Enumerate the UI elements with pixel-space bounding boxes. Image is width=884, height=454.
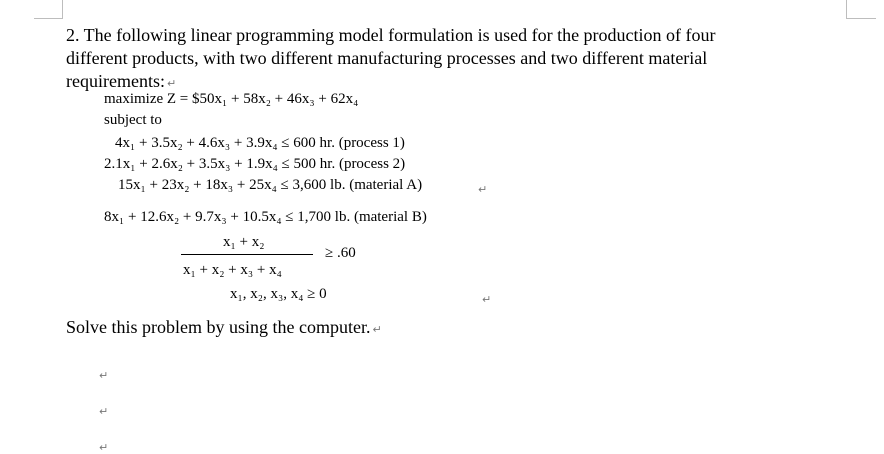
- paragraph-mark-icon: ↵: [478, 183, 488, 196]
- paragraph-mark-icon: ↵: [166, 77, 177, 90]
- paragraph-mark-icon: ↵: [372, 323, 382, 336]
- nonnegativity-constraint: x₁, x₂, x₃, x₄ ≥ 0: [230, 286, 327, 302]
- paragraph-mark-icon: ↵: [482, 293, 492, 306]
- constraint-material-a: 15x₁ + 23x₂ + 18x₃ + 25x₄ ≤ 3,600 lb. (material A): [118, 177, 423, 193]
- constraint-material-b: 8x₁ + 12.6x₂ + 9.7x₃ + 10.5x₄ ≤ 1,700 lb. (material B): [104, 209, 427, 225]
- question-line-1: 2. The following linear programming model formulation is used for the production of four: [66, 25, 716, 45]
- question-line-2: different products, with two different manufacturing processes and two different material: [66, 48, 708, 68]
- ratio-rhs: ≥ .60: [325, 245, 356, 261]
- constraint-process-2: 2.1x₁ + 2.6x₂ + 3.5x₃ + 1.9x₄ ≤ 500 hr. (process 2): [104, 156, 406, 172]
- subject-to-label: subject to: [104, 112, 162, 128]
- ratio-numerator: x₁ + x₂: [223, 234, 265, 250]
- fraction-bar: [181, 254, 313, 255]
- page-corner-top-left-vertical: [62, 0, 63, 19]
- paragraph-mark-icon: ↵: [99, 405, 109, 418]
- objective-function: maximize Z = $50x₁ + 58x₂ + 46x₃ + 62x₄: [104, 91, 359, 107]
- instruction-text: [66, 317, 382, 338]
- paragraph-mark-icon: ↵: [99, 441, 109, 454]
- page-corner-top-right: [846, 18, 876, 19]
- instruction-label: Solve this problem by using the computer.: [66, 317, 371, 337]
- page-corner-top-right-vertical: [846, 0, 847, 19]
- page-corner-top-left: [34, 18, 62, 19]
- paragraph-mark-icon: ↵: [99, 369, 109, 382]
- ratio-denominator: x₁ + x₂ + x₃ + x₄: [183, 262, 282, 278]
- constraint-process-1: 4x₁ + 3.5x₂ + 4.6x₃ + 3.9x₄ ≤ 600 hr. (process 1): [115, 135, 405, 151]
- question-line-3-text: requirements:: [66, 71, 165, 91]
